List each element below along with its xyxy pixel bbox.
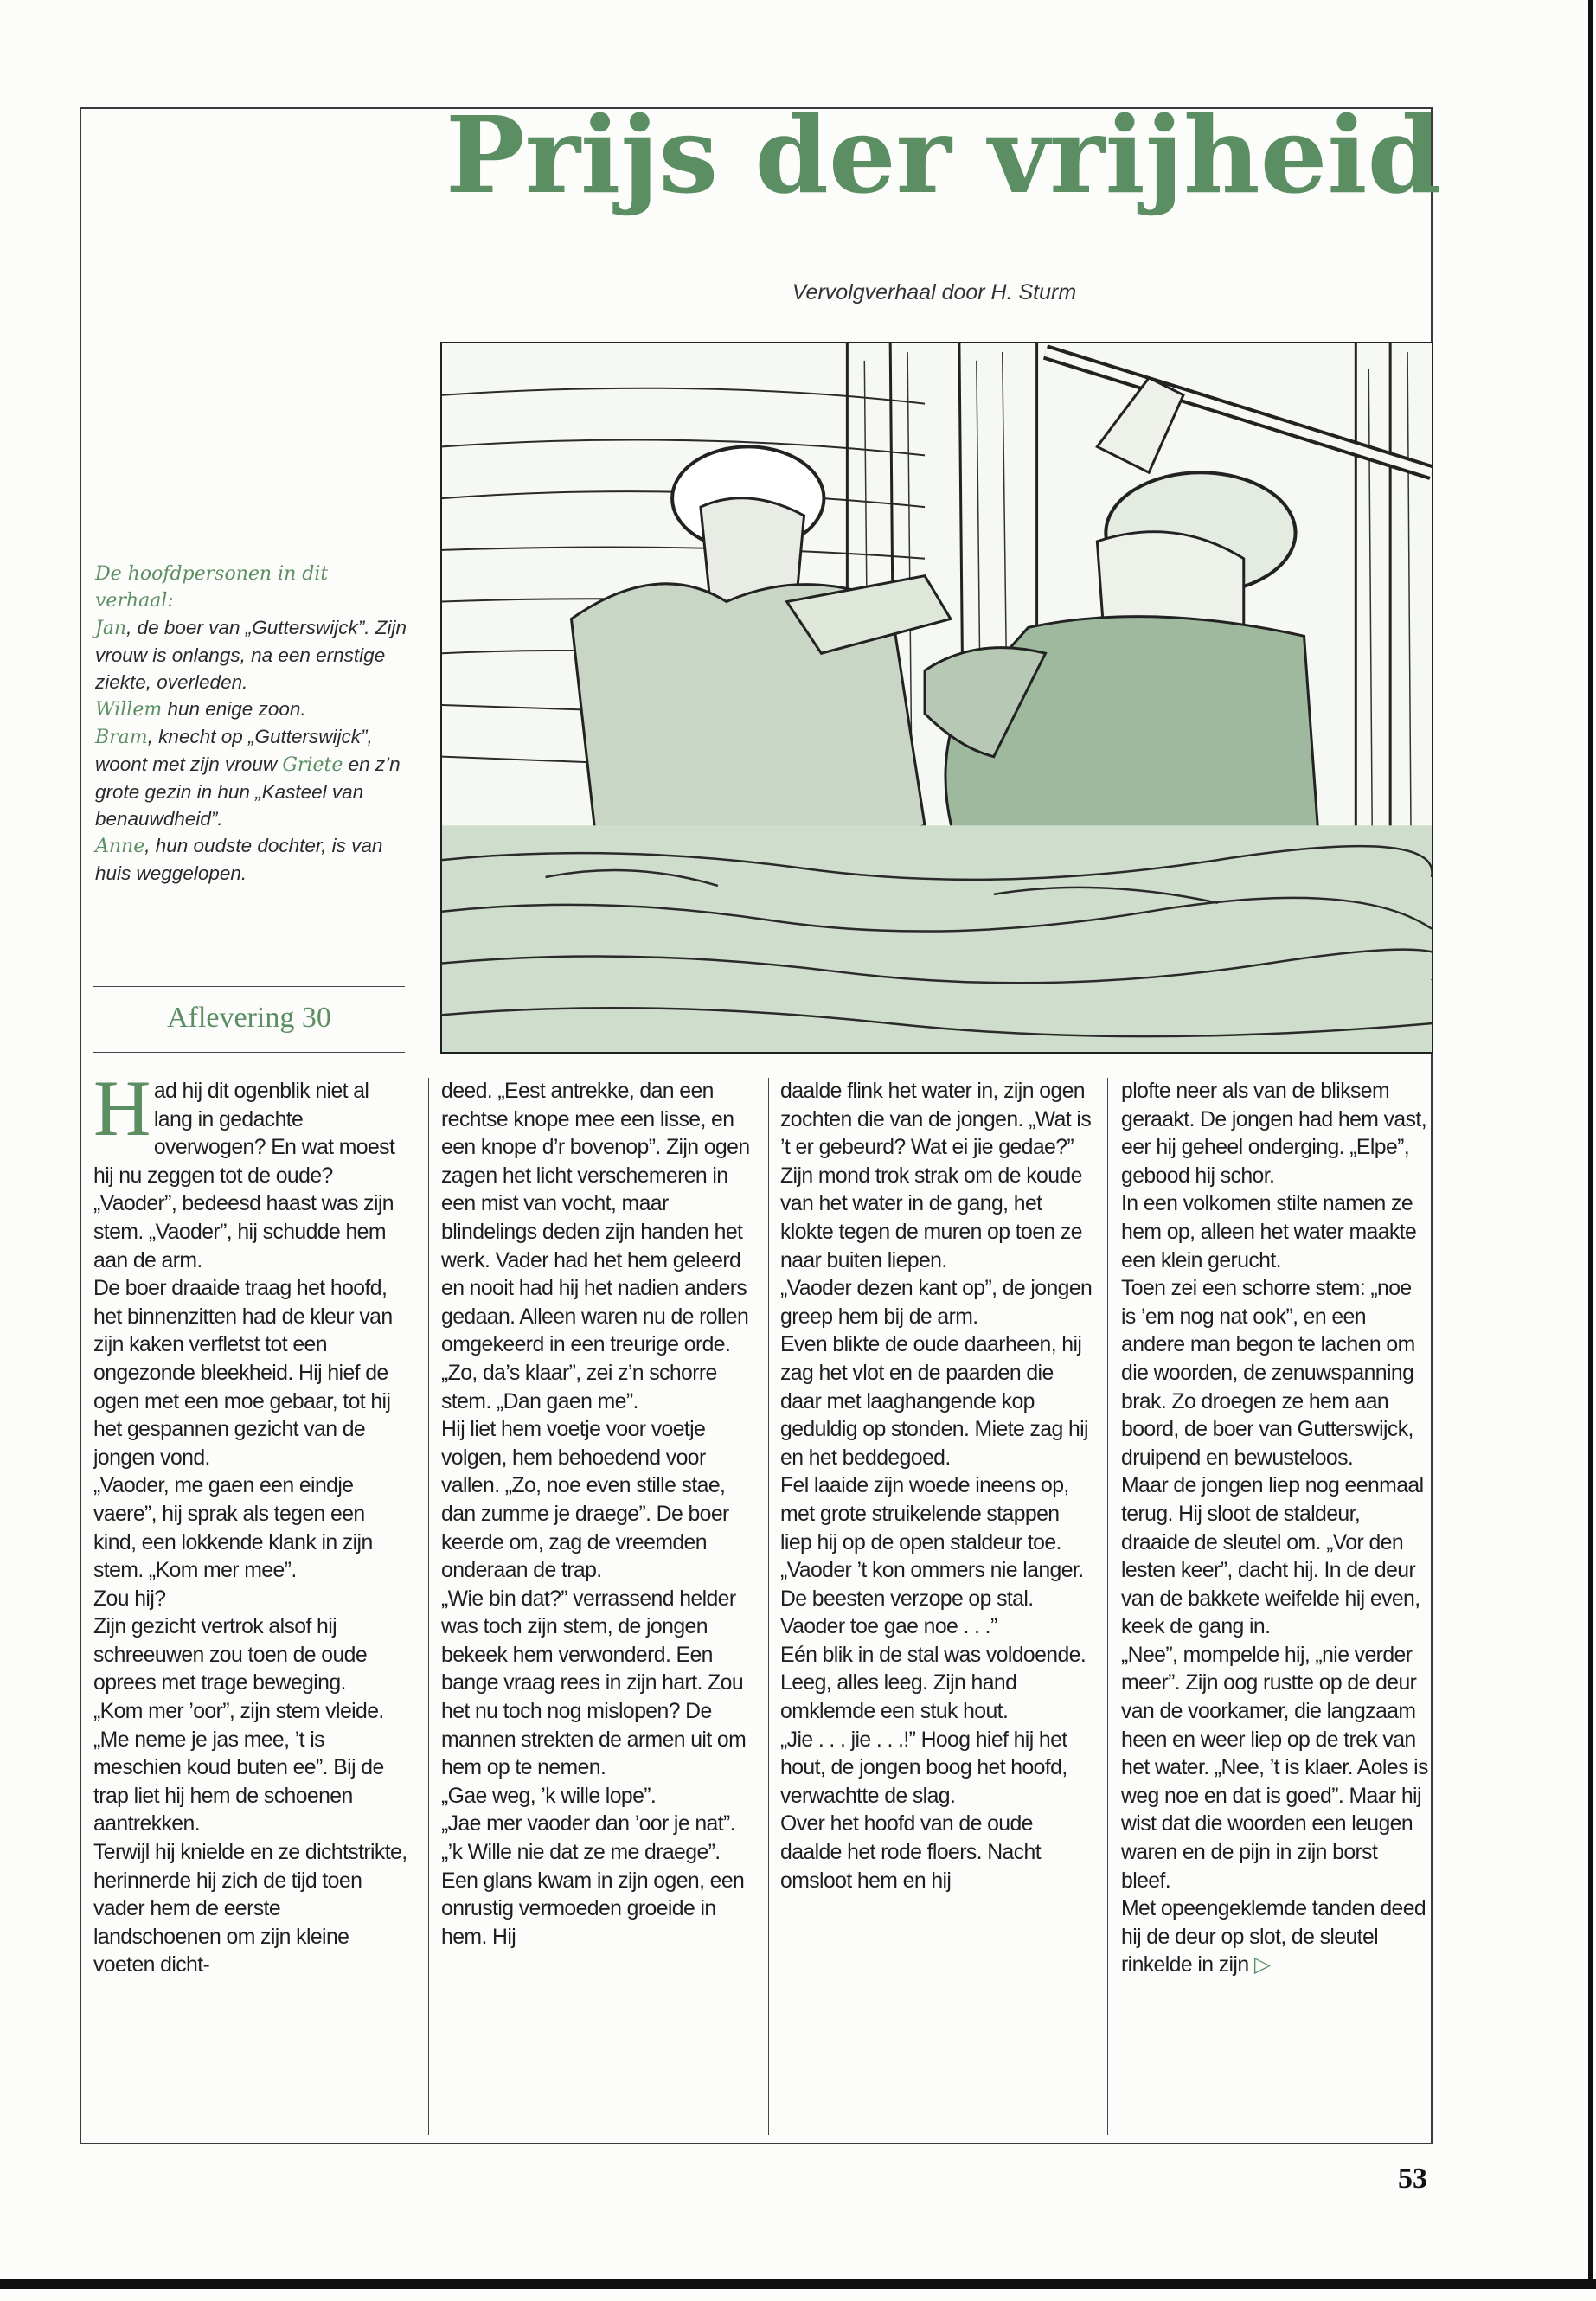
story-paragraph: „Vaoder, me gaen een eindje vaere”, hij sprak als tegen een kind, een lokkende klank in zijn stem. „Kom mer mee”. xyxy=(93,1474,373,1583)
character-list-heading: De hoofdpersonen in dit verhaal: xyxy=(95,563,329,612)
character-name: Willem xyxy=(95,699,163,721)
story-paragraph: ad hij dit ogenblik niet al lang in gedachte overwogen? En wat moest hij nu zeggen tot de oude? xyxy=(93,1080,395,1188)
character-name: Anne xyxy=(95,836,145,857)
episode-label: Aflevering 30 xyxy=(167,1002,331,1034)
story-paragraph: „Vaoder”, bedeesd haast was zijn stem. „Vaoder”, hij schudde hem aan de arm. xyxy=(93,1192,394,1272)
story-paragraph: „Nee”, mompelde hij, „nie verder meer”. Zijn oog rustte op de deur van de voorkamer, die langzaam heen en weer liep op de trek van het water. „Nee, ’t is klaer. Aoles is weg noe en dat is goed”. Maar hij wist dat die woorden een leugen waren en de pijn in zijn borst bleef. xyxy=(1121,1643,1428,1893)
continue-arrow-icon: ▷ xyxy=(1253,1953,1271,1977)
story-paragraph: In een volkomen stilte namen ze hem op, alleen het water maakte een klein gerucht. xyxy=(1121,1192,1417,1272)
story-paragraph: Zou hij? xyxy=(93,1586,166,1611)
story-column-2 xyxy=(441,1078,754,2135)
illustration-drawing xyxy=(442,343,1432,1052)
drop-cap: H xyxy=(93,1078,151,1152)
story-paragraph: Fel laaide zijn woede ineens op, met grote struikelende stappen liep hij op de open staldeur toe. xyxy=(780,1474,1069,1554)
story-paragraph-text: Met opeengeklemde tanden deed hij de deur op slot, de sleutel rinkelde in zijn xyxy=(1121,1897,1426,1977)
story-paragraph: „Wie bin dat?” verrassend helder was toch zijn stem, de jongen bekeek hem verwonderd. Een bange vraag rees in zijn hart. Zou het nu toch nog mislopen? De mannen strekten de armen uit om hem op te nemen. xyxy=(441,1586,747,1780)
story-paragraph: deed. „Eest antrekke, dan een rechtse knope mee een lisse, en een knope d’r bovenop”. Zijn ogen zagen het licht verschemeren in een mist van vocht, maar blindelings deden zijn handen het werk. Vader had het hem geleerd en nooit had hij het nadien anders gedaan. Alleen waren nu de rollen omgekeerd in een treurige orde. „Zo, da’s klaar”, zei z’n schorre stem. „Dan gaen me”. xyxy=(441,1080,750,1413)
character-description: , knecht op „Gutterswijck”, woont met zijn vrouw xyxy=(95,726,373,775)
story-paragraph: daalde flink het water in, zijn ogen zochten die van de jongen. „Wat is ’t er gebeurd? Wat ei jie gedae?” xyxy=(780,1080,1092,1160)
story-paragraph: Even blikte de oude daarheen, hij zag het vlot en de paarden die daar met laaghangende kop geduldig op stonden. Miete zag hij en het beddegoed. xyxy=(780,1333,1088,1470)
character-description: hun enige zoon. xyxy=(162,698,306,720)
character-description: , hun oudste dochter, is van huis weggelopen. xyxy=(95,835,383,884)
character-name: Jan xyxy=(95,618,127,639)
scan-edge-bottom xyxy=(0,2279,1596,2289)
story-paragraph: „’k Wille nie dat ze me draege”. Een glans kwam in zijn ogen, een onrustig vermoeden groeide in hem. Hij xyxy=(441,1841,745,1949)
story-column-4 xyxy=(1121,1078,1428,2135)
column-divider xyxy=(428,1078,429,2135)
story-column-1 xyxy=(93,1078,409,2135)
character-name: Griete xyxy=(282,754,343,776)
story-paragraph: Hij liet hem voetje voor voetje volgen, hem behoedend voor vallen. „Zo, noe even stille stae, dan zumme je draege”. De boer keerde om, zag de vreemden onderaan de trap. xyxy=(441,1418,729,1583)
episode-rule-bottom xyxy=(93,1052,405,1053)
scan-edge-right xyxy=(1588,0,1593,2284)
article-subtitle: Vervolgverhaal door H. Sturm xyxy=(792,280,1077,304)
story-paragraph: „Vaoder dezen kant op”, de jongen greep hem bij de arm. xyxy=(780,1277,1093,1329)
column-divider xyxy=(768,1078,769,2135)
story-paragraph: Terwijl hij knielde en ze dichtstrikte, herinnerde hij zich de tijd toen vader hem de eerste landschoenen om zijn kleine voeten dicht- xyxy=(93,1841,407,1977)
story-column-3 xyxy=(780,1078,1093,2135)
story-paragraph: „Jae mer vaoder dan ’oor je nat”. xyxy=(441,1812,735,1836)
character-list xyxy=(95,561,407,887)
character-description: , de boer van „Gutterswijck”. Zijn vrouw is onlangs, na een ernstige ziekte, overleden. xyxy=(95,617,407,693)
story-paragraph: Zijn gezicht vertrok alsof hij schreeuwen zou toen de oude oprees met trage beweging. xyxy=(93,1615,368,1695)
story-paragraph: Zijn mond trok strak om de koude van het water in de gang, het klokte tegen de muren op toen ze naar buiten liepen. xyxy=(780,1163,1082,1272)
episode-rule-top xyxy=(93,986,405,987)
story-paragraph: Eén blik in de stal was voldoende. Leeg, alles leeg. Zijn hand omklemde een stuk hout. xyxy=(780,1643,1086,1724)
story-paragraph: „Jie . . . jie . . .!” Hoog hief hij het hout, de jongen boog het hoofd, verwachtte de slag. xyxy=(780,1727,1067,1808)
story-paragraph: plofte neer als van de bliksem geraakt. De jongen had hem vast, eer hij geheel onderging. „Elpe”, gebood hij schor. xyxy=(1121,1080,1426,1188)
story-paragraph: De boer draaide traag het hoofd, het binnenzitten had de kleur van zijn kaken verfletst tot een ongezonde bleekheid. Hij hief de ogen met een moe gebaar, tot hij het gespannen gezicht van de jongen vond. xyxy=(93,1277,393,1470)
story-paragraph: „Vaoder ’t kon ommers nie langer. De beesten verzope op stal. Vaoder toe gae noe . . .” xyxy=(780,1559,1084,1639)
character-description: en z’n grote gezin in hun „Kasteel van benauwdheid”. xyxy=(95,753,401,830)
story-paragraph: Toen zei een schorre stem: „noe is ’em nog nat ook”, en een andere man begon te lachen om die woorden, de zenuwspanning brak. Zo droegen ze hem aan boord, de boer van Gutterswijck, druipend en bewusteloos. xyxy=(1121,1277,1415,1470)
story-paragraph xyxy=(1121,1895,1428,1980)
story-paragraph: Over het hoofd van de oude daalde het rode floers. Nacht omsloot hem en hij xyxy=(780,1812,1042,1893)
story-paragraph: Maar de jongen liep nog eenmaal terug. Hij sloot de staldeur, draaide de sleutel om. „Vor den lesten keer”, dacht hij. In de deur van de bakkete weifelde hij even, keek de gang in. xyxy=(1121,1474,1424,1639)
article-title: Prijs der vrijheid xyxy=(445,93,1441,217)
column-divider xyxy=(1107,1078,1108,2135)
story-illustration xyxy=(440,342,1433,1054)
character-name: Bram xyxy=(95,727,148,748)
story-paragraph: „Gae weg, ’k wille lope”. xyxy=(441,1784,657,1808)
page-number: 53 xyxy=(1398,2163,1427,2195)
story-paragraph: „Kom mer ’oor”, zijn stem vleide. „Me neme je jas mee, ’t is meschien koud buten ee”. Bij de trap liet hij hem de schoenen aantrekken. xyxy=(93,1700,384,1836)
